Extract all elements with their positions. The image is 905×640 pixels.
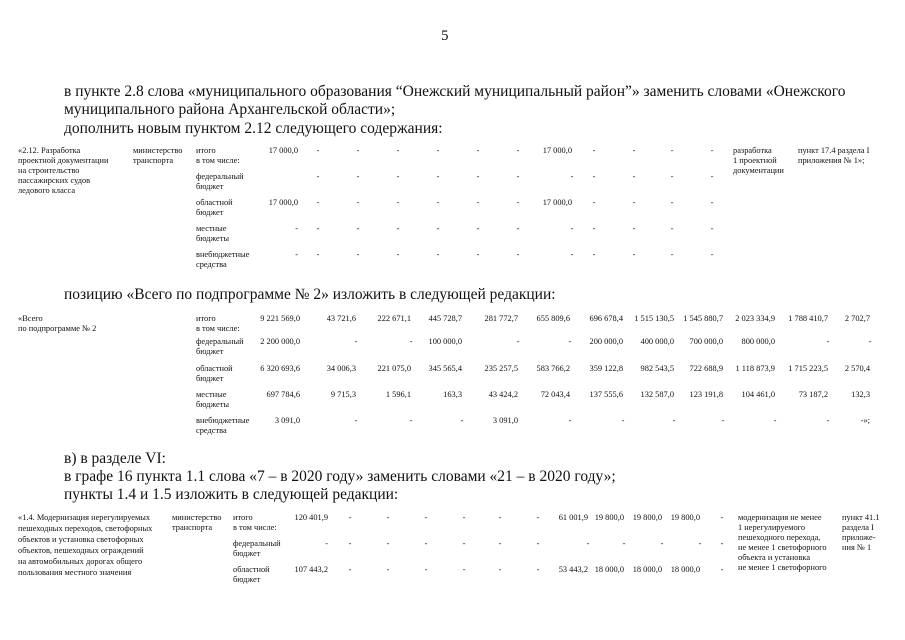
year-value: - <box>720 513 724 522</box>
value-cell: - <box>672 416 676 425</box>
source-label: бюджет <box>196 347 224 356</box>
year-value: 18 000,0 <box>632 565 662 574</box>
value-cell: - <box>409 416 413 425</box>
year-value: - <box>570 224 574 233</box>
value-cell: 200 000,0 <box>589 337 623 346</box>
result-line: не менее 1 светофорного <box>738 563 827 572</box>
value-cell: - <box>568 337 572 346</box>
value-cell: - <box>354 416 358 425</box>
year-value: - <box>622 539 626 548</box>
year-value: - <box>356 250 360 259</box>
year-value: - <box>424 513 428 522</box>
value-cell: -»; <box>860 416 870 425</box>
total-value: 17 000,0 <box>268 146 298 155</box>
year-value: - <box>424 539 428 548</box>
value-cell: 123 191,8 <box>689 390 723 399</box>
year-value: - <box>670 146 674 155</box>
value-cell: 359 122,8 <box>589 364 623 373</box>
result-line: пешеходного перехода, <box>738 533 821 542</box>
value-cell: 34 006,3 <box>326 364 356 373</box>
value-cell: - <box>460 416 464 425</box>
paragraph-total-subprogram-2: позицию «Всего по подпрограмме № 2» изложить в следующей редакции: <box>64 286 556 303</box>
year-value: - <box>396 146 400 155</box>
year-value: - <box>396 250 400 259</box>
year-value: - <box>632 250 636 259</box>
year-value: - <box>670 224 674 233</box>
year-value: - <box>476 224 480 233</box>
year-value: - <box>476 198 480 207</box>
year-value: 19 800,0 <box>632 513 662 522</box>
year-value: 18 000,0 <box>594 565 624 574</box>
year-value: - <box>720 565 724 574</box>
row-name-line: пассажирских судов <box>18 176 91 185</box>
reference-line: приложе- <box>842 533 876 542</box>
value-cell: 6 320 693,6 <box>260 364 300 373</box>
year-value: - <box>516 146 520 155</box>
result-line: документации <box>733 166 784 175</box>
year-value: - <box>356 172 360 181</box>
paragraph-2-8-line-2: муниципального района Архангельской области»; <box>64 101 396 118</box>
year-value: 17 000,0 <box>542 198 572 207</box>
source-label: средства <box>196 260 227 269</box>
source-label: итого <box>196 314 216 323</box>
source-label: областной <box>233 565 270 574</box>
total-value: - <box>295 250 298 259</box>
source-label: бюджеты <box>196 400 230 409</box>
source-label: федеральный <box>196 337 244 346</box>
value-cell: 222 671,1 <box>377 314 411 323</box>
value-cell: 722 688,9 <box>689 364 723 373</box>
row-name-line: объектов, пешеходных ограждений <box>18 546 144 555</box>
reference-line: пункт 17.4 раздела I <box>798 146 870 155</box>
row-name-line: ледового класса <box>18 186 76 195</box>
value-cell: 43 424,2 <box>488 390 518 399</box>
year-value: - <box>592 146 596 155</box>
executor-line: министерство <box>133 146 183 155</box>
value-cell: - <box>516 337 520 346</box>
value-cell: 697 784,6 <box>266 390 300 399</box>
value-cell: 1 515 130,5 <box>634 314 674 323</box>
year-value: - <box>570 250 574 259</box>
paragraph-column-16: в графе 16 пункта 1.1 слова «7 – в 2020 году» заменить словами «21 – в 2020 году»; <box>64 468 616 485</box>
value-cell: 3 091,0 <box>492 416 518 425</box>
year-value: - <box>316 250 320 259</box>
year-value: - <box>710 172 714 181</box>
year-value: - <box>592 250 596 259</box>
value-cell: 655 809,6 <box>536 314 570 323</box>
value-cell: 221 075,0 <box>377 364 411 373</box>
value-cell: 1 545 880,7 <box>683 314 723 323</box>
paragraph-2-8-line-1: в пункте 2.8 слова «муниципального образования “Онежский муниципальный район”» заменить словами «Онежского <box>64 83 846 100</box>
row-name-line: «2.12. Разработка <box>18 146 81 155</box>
year-value: - <box>396 172 400 181</box>
source-label: в том числе: <box>196 156 240 165</box>
year-value: - <box>316 198 320 207</box>
year-value: - <box>356 224 360 233</box>
year-value: - <box>462 539 466 548</box>
year-value: - <box>476 250 480 259</box>
row-name-line: «1.4. Модернизация нерегулируемых <box>18 513 151 522</box>
value-cell: 132,3 <box>851 390 870 399</box>
row-name-line: объектов и установка светофорных <box>18 535 144 544</box>
value-cell: 700 000,0 <box>689 337 723 346</box>
value-cell: 72 043,4 <box>540 390 570 399</box>
year-value: - <box>586 539 590 548</box>
year-value: 19 800,0 <box>594 513 624 522</box>
year-value: - <box>356 146 360 155</box>
source-label: итого <box>233 513 253 522</box>
year-value: - <box>592 198 596 207</box>
paragraph-section-vi: в) в разделе VI: <box>64 450 166 467</box>
year-value: - <box>436 250 440 259</box>
executor-line: министерство <box>172 513 222 522</box>
result-line: 1 нерегулируемого <box>738 523 806 532</box>
row-name-line: «Всего <box>18 314 43 323</box>
value-cell: 9 715,3 <box>330 390 356 399</box>
result-line: не менее 1 светофорного <box>738 543 827 552</box>
source-label: средства <box>196 426 227 435</box>
source-label: в том числе: <box>196 324 240 333</box>
source-label: внебюджетные <box>196 250 250 259</box>
year-value: - <box>660 539 664 548</box>
year-value: - <box>348 513 352 522</box>
value-cell: 982 543,5 <box>640 364 674 373</box>
source-label: местные <box>196 390 227 399</box>
year-value: - <box>462 565 466 574</box>
year-value: - <box>316 172 320 181</box>
reference-line: приложения № 1»; <box>798 156 865 165</box>
value-cell: 1 715 223,5 <box>788 364 828 373</box>
year-value: - <box>670 172 674 181</box>
row-name-line: по подпрограмме № 2 <box>18 324 97 333</box>
year-value: - <box>698 539 702 548</box>
value-cell: - <box>773 416 777 425</box>
year-value: - <box>498 539 502 548</box>
result-line: разработка <box>733 146 772 155</box>
year-value: - <box>396 224 400 233</box>
year-value: - <box>498 513 502 522</box>
value-cell: - <box>868 337 872 346</box>
year-value: - <box>436 172 440 181</box>
value-cell: 281 772,7 <box>484 314 518 323</box>
value-cell: 2 570,4 <box>844 364 870 373</box>
source-label: бюджет <box>233 549 261 558</box>
year-value: - <box>670 250 674 259</box>
year-value: - <box>476 146 480 155</box>
row-name-line: пользования местного значения <box>18 568 132 577</box>
total-value: 107 443,2 <box>294 565 328 574</box>
year-value: - <box>592 224 596 233</box>
executor-line: транспорта <box>133 156 174 165</box>
source-label: бюджеты <box>196 234 230 243</box>
year-value: 18 000,0 <box>670 565 700 574</box>
year-value: - <box>710 146 714 155</box>
year-value: - <box>316 224 320 233</box>
reference-line: ния № 1 <box>842 543 872 552</box>
total-value: - <box>325 539 328 548</box>
year-value: - <box>356 198 360 207</box>
year-value: - <box>348 565 352 574</box>
executor-line: транспорта <box>172 523 213 532</box>
row-name-line: проектной документации <box>18 156 109 165</box>
source-label: в том числе: <box>233 523 277 532</box>
result-line: объекта и установка <box>738 553 811 562</box>
value-cell: - <box>354 337 358 346</box>
value-cell: 137 555,6 <box>589 390 623 399</box>
result-line: 1 проектной <box>733 156 777 165</box>
value-cell: 1 118 873,9 <box>735 364 775 373</box>
source-label: федеральный <box>233 539 281 548</box>
value-cell: 583 766,2 <box>536 364 570 373</box>
year-value: - <box>396 198 400 207</box>
value-cell: 345 565,4 <box>428 364 462 373</box>
year-value: - <box>670 198 674 207</box>
year-value: - <box>632 172 636 181</box>
value-cell: 1 596,1 <box>385 390 411 399</box>
source-label: бюджет <box>233 575 261 584</box>
year-value: - <box>536 539 540 548</box>
value-cell: 400 000,0 <box>640 337 674 346</box>
value-cell: 800 000,0 <box>741 337 775 346</box>
year-value: - <box>710 198 714 207</box>
year-value: - <box>516 172 520 181</box>
value-cell: 3 091,0 <box>274 416 300 425</box>
year-value: - <box>424 565 428 574</box>
year-value: - <box>570 172 574 181</box>
row-name-line: на строительство <box>18 166 80 175</box>
paragraph-add-2-12: дополнить новым пунктом 2.12 следующего содержания: <box>64 120 443 137</box>
value-cell: - <box>826 337 830 346</box>
total-value: 120 401,9 <box>294 513 328 522</box>
year-value: - <box>536 565 540 574</box>
source-label: областной <box>196 198 233 207</box>
source-label: бюджет <box>196 208 224 217</box>
year-value: - <box>348 539 352 548</box>
year-value: - <box>436 224 440 233</box>
value-cell: - <box>826 416 830 425</box>
value-cell: 2 023 334,9 <box>735 314 775 323</box>
value-cell: 235 257,5 <box>484 364 518 373</box>
value-cell: - <box>721 416 725 425</box>
row-name-line: на автомобильных дорогах общего <box>18 557 143 566</box>
value-cell: 163,3 <box>443 390 462 399</box>
value-cell: 73 187,2 <box>798 390 828 399</box>
value-cell: 2 702,7 <box>844 314 870 323</box>
year-value: - <box>632 198 636 207</box>
year-value: 61 001,9 <box>558 513 588 522</box>
result-line: модернизация не менее <box>738 513 822 522</box>
year-value: - <box>536 513 540 522</box>
source-label: итого <box>196 146 216 155</box>
year-value: - <box>632 224 636 233</box>
value-cell: 696 678,4 <box>589 314 623 323</box>
year-value: - <box>720 539 724 548</box>
paragraph-items-1-4-1-5: пункты 1.4 и 1.5 изложить в следующей редакции: <box>64 486 399 503</box>
total-value: - <box>295 224 298 233</box>
value-cell: 100 000,0 <box>428 337 462 346</box>
year-value: - <box>436 146 440 155</box>
row-name-line: пешеходных переходов, светофорных <box>18 524 153 533</box>
year-value: - <box>710 250 714 259</box>
year-value: - <box>316 146 320 155</box>
year-value: - <box>476 172 480 181</box>
year-value: 53 443,2 <box>558 565 588 574</box>
year-value: - <box>592 172 596 181</box>
source-label: областной <box>196 364 233 373</box>
value-cell: 104 461,0 <box>741 390 775 399</box>
year-value: 17 000,0 <box>542 146 572 155</box>
value-cell: 132 587,0 <box>640 390 674 399</box>
year-value: - <box>386 513 390 522</box>
source-label: внебюджетные <box>196 416 250 425</box>
value-cell: 1 788 410,7 <box>788 314 828 323</box>
year-value: - <box>386 565 390 574</box>
value-cell: 9 221 569,0 <box>260 314 300 323</box>
year-value: - <box>516 224 520 233</box>
page-number: 5 <box>441 28 449 44</box>
year-value: - <box>632 146 636 155</box>
year-value: - <box>498 565 502 574</box>
year-value: 19 800,0 <box>670 513 700 522</box>
reference-line: пункт 41.1 <box>842 513 880 522</box>
source-label: местные <box>196 224 227 233</box>
total-value: 17 000,0 <box>268 198 298 207</box>
source-label: бюджет <box>196 374 224 383</box>
value-cell: - <box>409 337 413 346</box>
year-value: - <box>516 198 520 207</box>
year-value: - <box>710 224 714 233</box>
value-cell: 445 728,7 <box>428 314 462 323</box>
year-value: - <box>386 539 390 548</box>
reference-line: раздела I <box>842 523 874 532</box>
year-value: - <box>516 250 520 259</box>
source-label: федеральный <box>196 172 244 181</box>
value-cell: - <box>621 416 625 425</box>
value-cell: - <box>568 416 572 425</box>
value-cell: 43 721,6 <box>326 314 356 323</box>
year-value: - <box>436 198 440 207</box>
year-value: - <box>462 513 466 522</box>
value-cell: 2 200 000,0 <box>260 337 300 346</box>
source-label: бюджет <box>196 182 224 191</box>
